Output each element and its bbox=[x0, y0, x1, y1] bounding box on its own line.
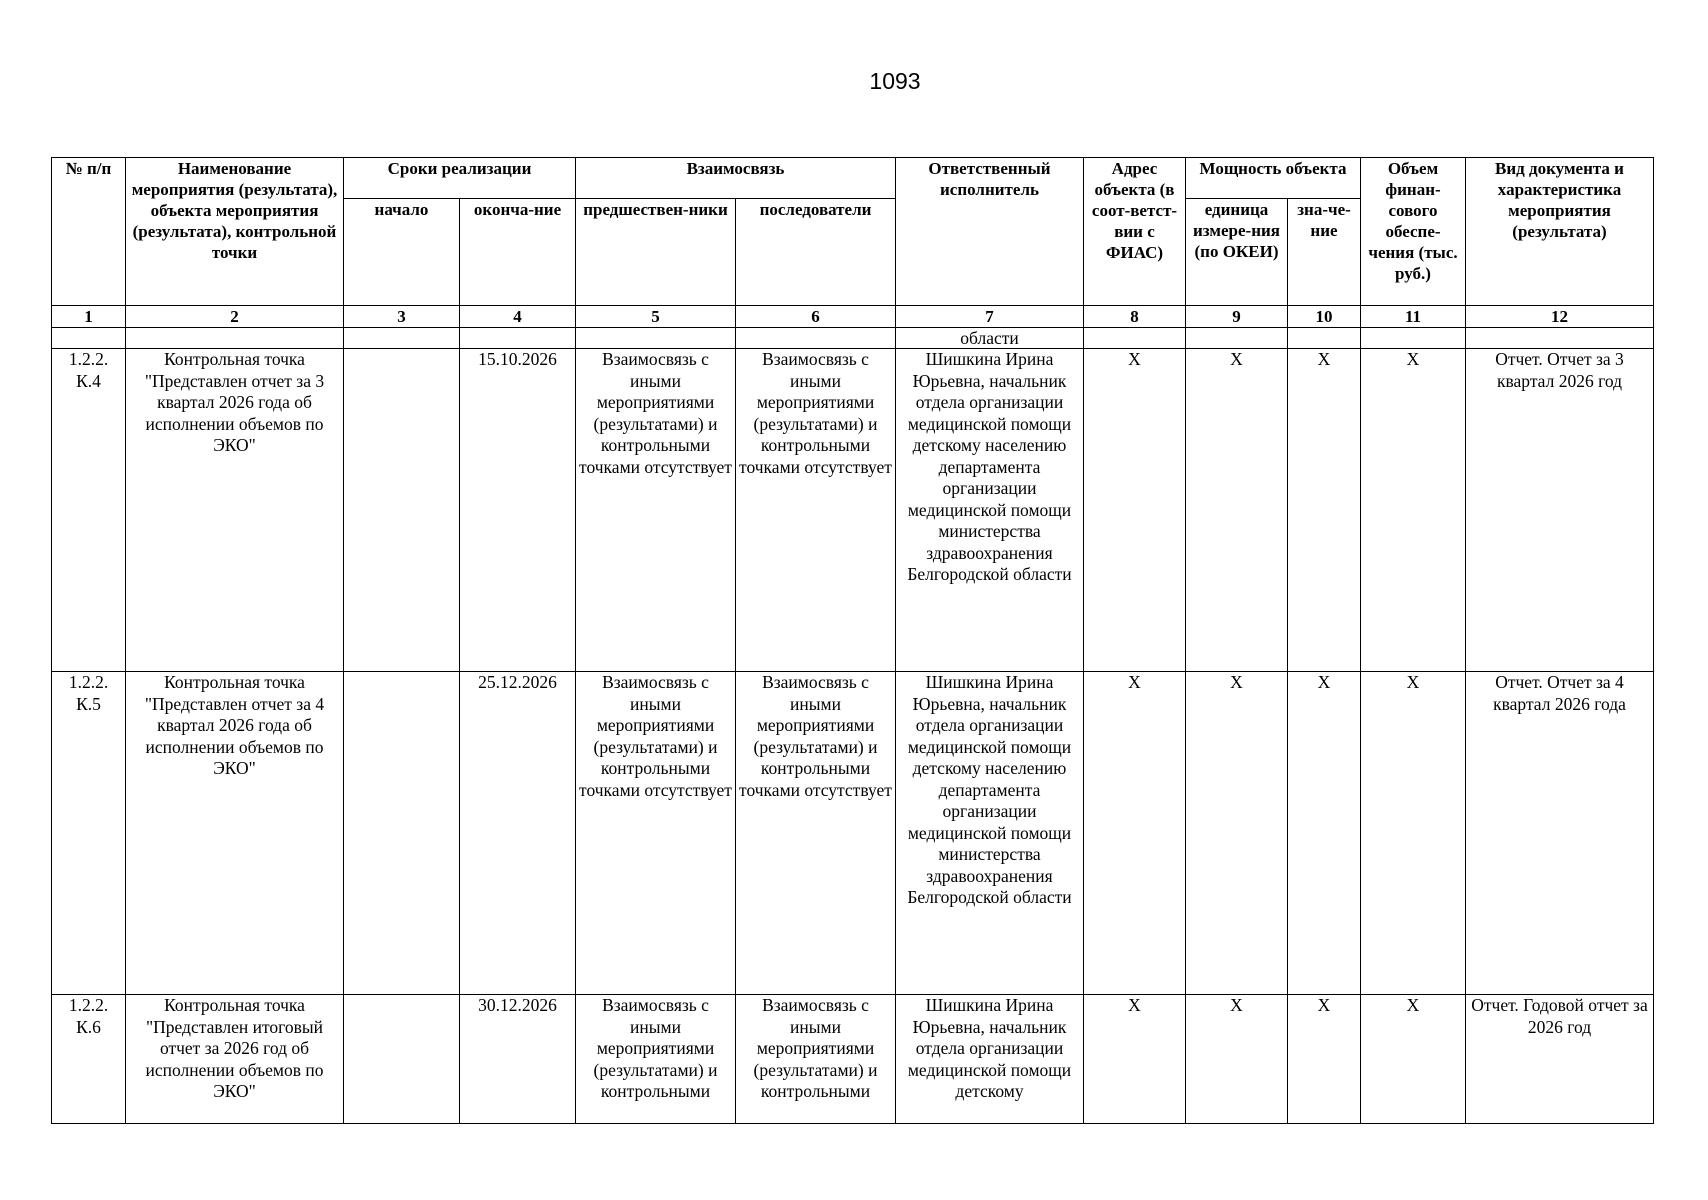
column-number: 12 bbox=[1466, 306, 1654, 328]
column-number: 2 bbox=[126, 306, 344, 328]
row-end: 15.10.2026 bbox=[460, 349, 576, 672]
continuation-text: области bbox=[896, 328, 1084, 349]
row-id: 1.2.2. К.6 bbox=[52, 995, 126, 1124]
header-relation: Взаимосвязь bbox=[576, 158, 896, 199]
row-doc: Отчет. Годовой отчет за 2026 год bbox=[1466, 995, 1654, 1124]
continuation-row bbox=[52, 328, 1654, 349]
row-finance: X bbox=[1361, 349, 1466, 672]
table-row bbox=[52, 349, 1654, 672]
column-number: 11 bbox=[1361, 306, 1466, 328]
header-address: Адрес объекта (в соот-ветст-вии с ФИАС) bbox=[1084, 158, 1186, 306]
row-predecessors: Взаимосвязь с иными мероприятиями (результатами) и контрольными bbox=[576, 995, 736, 1124]
header-capacity-unit: единица измере-ния (по ОКЕИ) bbox=[1186, 199, 1288, 306]
header-terms-end: оконча-ние bbox=[460, 199, 576, 306]
header-relation-successors: последователи bbox=[736, 199, 896, 306]
column-number: 10 bbox=[1288, 306, 1361, 328]
header-num: № п/п bbox=[52, 158, 126, 306]
header-terms-start: начало bbox=[344, 199, 460, 306]
row-id: 1.2.2. К.4 bbox=[52, 349, 126, 672]
row-unit: X bbox=[1186, 995, 1288, 1124]
row-start bbox=[344, 995, 460, 1124]
column-number: 6 bbox=[736, 306, 896, 328]
header-relation-predecessors: предшествен-ники bbox=[576, 199, 736, 306]
header-capacity-value: зна-че-ние bbox=[1288, 199, 1361, 306]
column-number: 7 bbox=[896, 306, 1084, 328]
row-responsible: Шишкина Ирина Юрьевна, начальник отдела организации медицинской помощи детскому населению департамента организации медицинской помощи министерства здравоохранения Белгородской области bbox=[896, 672, 1084, 995]
row-doc: Отчет. Отчет за 4 квартал 2026 года bbox=[1466, 672, 1654, 995]
row-finance: X bbox=[1361, 672, 1466, 995]
row-successors: Взаимосвязь с иными мероприятиями (результатами) и контрольными bbox=[736, 995, 896, 1124]
header-finance: Объем финан-сового обеспе-чения (тыс. руб.) bbox=[1361, 158, 1466, 306]
row-value: X bbox=[1288, 349, 1361, 672]
implementation-plan-table bbox=[51, 157, 1654, 1124]
row-name: Контрольная точка "Представлен отчет за 4 квартал 2026 года об исполнении объемов по ЭКО" bbox=[126, 672, 344, 995]
row-value: X bbox=[1288, 995, 1361, 1124]
column-number: 5 bbox=[576, 306, 736, 328]
row-value: X bbox=[1288, 672, 1361, 995]
row-name: Контрольная точка "Представлен итоговый отчет за 2026 год об исполнении объемов по ЭКО" bbox=[126, 995, 344, 1124]
row-predecessors: Взаимосвязь с иными мероприятиями (результатами) и контрольными точками отсутствует bbox=[576, 349, 736, 672]
row-start bbox=[344, 349, 460, 672]
row-address: X bbox=[1084, 349, 1186, 672]
row-address: X bbox=[1084, 672, 1186, 995]
row-id: 1.2.2. К.5 bbox=[52, 672, 126, 995]
page-number: 1093 bbox=[869, 68, 921, 94]
header-name: Наименование мероприятия (результата), объекта мероприятия (результата), контрольной точки bbox=[126, 158, 344, 306]
row-end: 30.12.2026 bbox=[460, 995, 576, 1124]
column-number-row bbox=[52, 306, 1654, 328]
column-number: 9 bbox=[1186, 306, 1288, 328]
column-number: 3 bbox=[344, 306, 460, 328]
row-start bbox=[344, 672, 460, 995]
table-row bbox=[52, 995, 1654, 1124]
row-successors: Взаимосвязь с иными мероприятиями (результатами) и контрольными точками отсутствует bbox=[736, 672, 896, 995]
row-address: X bbox=[1084, 995, 1186, 1124]
column-number: 1 bbox=[52, 306, 126, 328]
row-predecessors: Взаимосвязь с иными мероприятиями (результатами) и контрольными точками отсутствует bbox=[576, 672, 736, 995]
row-unit: X bbox=[1186, 349, 1288, 672]
column-number: 8 bbox=[1084, 306, 1186, 328]
row-successors: Взаимосвязь с иными мероприятиями (результатами) и контрольными точками отсутствует bbox=[736, 349, 896, 672]
header-terms: Сроки реализации bbox=[344, 158, 576, 199]
header-doc-type: Вид документа и характеристика мероприятия (результата) bbox=[1466, 158, 1654, 306]
row-end: 25.12.2026 bbox=[460, 672, 576, 995]
row-finance: X bbox=[1361, 995, 1466, 1124]
row-responsible: Шишкина Ирина Юрьевна, начальник отдела организации медицинской помощи детскому bbox=[896, 995, 1084, 1124]
header-responsible: Ответственный исполнитель bbox=[896, 158, 1084, 306]
header-capacity: Мощность объекта bbox=[1186, 158, 1361, 199]
row-doc: Отчет. Отчет за 3 квартал 2026 год bbox=[1466, 349, 1654, 672]
table-row bbox=[52, 672, 1654, 995]
column-number: 4 bbox=[460, 306, 576, 328]
row-responsible: Шишкина Ирина Юрьевна, начальник отдела организации медицинской помощи детскому населению департамента организации медицинской помощи министерства здравоохранения Белгородской области bbox=[896, 349, 1084, 672]
row-unit: X bbox=[1186, 672, 1288, 995]
row-name: Контрольная точка "Представлен отчет за 3 квартал 2026 года об исполнении объемов по ЭКО" bbox=[126, 349, 344, 672]
